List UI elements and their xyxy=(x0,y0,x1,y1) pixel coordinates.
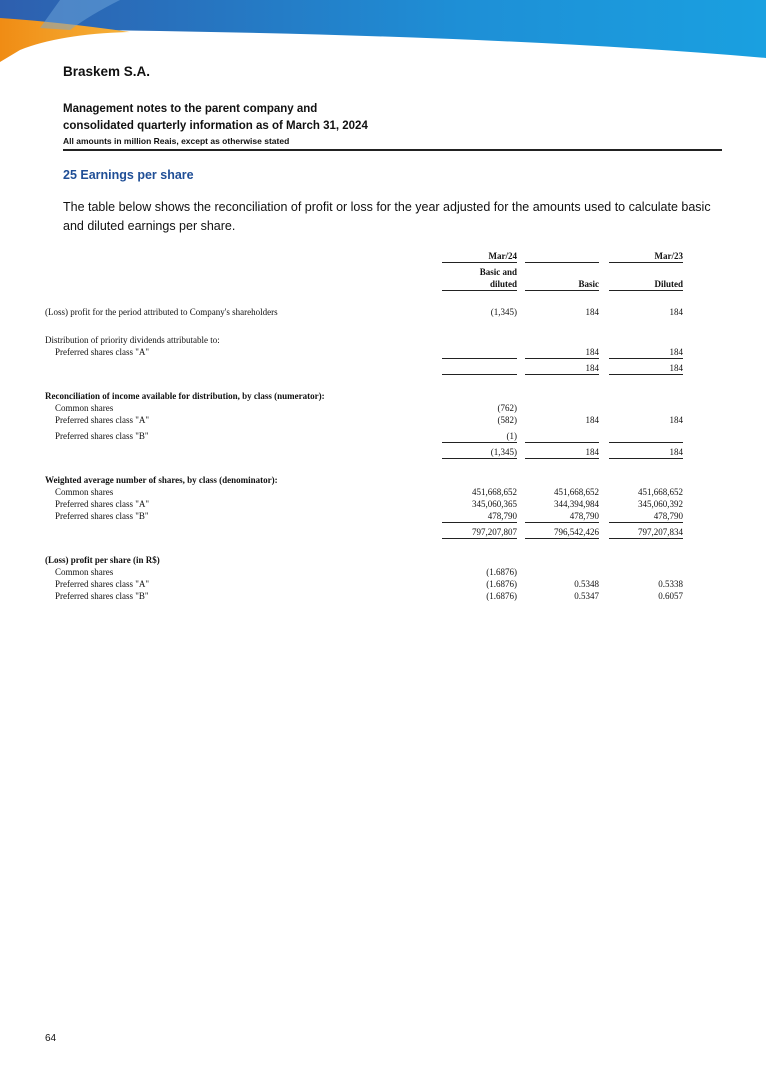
cell-value: 184 xyxy=(525,346,599,359)
cell-value: (1,345) xyxy=(442,446,517,459)
cell-value: 797,207,834 xyxy=(609,526,683,539)
column-header-row-2 xyxy=(45,278,685,290)
cell-value: 345,060,392 xyxy=(638,499,683,509)
cell-value: (1.6876) xyxy=(486,567,517,577)
company-name: Braskem S.A. xyxy=(63,64,151,79)
period-mar23-rule xyxy=(525,250,599,263)
row-label: Preferred shares class "A" xyxy=(55,579,150,589)
cell-value: 451,668,652 xyxy=(638,487,683,497)
row-label: Common shares xyxy=(55,403,114,413)
section-heading: Weighted average number of shares, by class (denominator): xyxy=(45,475,278,485)
row-label: Preferred shares class "B" xyxy=(55,431,149,441)
cell-value: (582) xyxy=(497,415,517,425)
total-row xyxy=(45,446,685,458)
cell-value: 0.5338 xyxy=(658,579,683,589)
cell-value: 184 xyxy=(525,446,599,459)
period-header-row xyxy=(45,250,685,262)
row-label: Preferred shares class "A" xyxy=(55,415,150,425)
row-label: Common shares xyxy=(55,567,114,577)
row-label: (Loss) profit for the period attributed to Company's shareholders xyxy=(45,307,278,317)
earnings-per-share-table xyxy=(45,250,685,602)
cell-value: (1.6876) xyxy=(486,591,517,601)
cell-value: (762) xyxy=(497,403,517,413)
section-heading-row xyxy=(45,474,685,486)
cell-value: (1) xyxy=(442,430,517,443)
cell-value: 344,394,984 xyxy=(554,499,599,509)
cell-value: 184 xyxy=(609,362,683,375)
row-label: Preferred shares class "B" xyxy=(55,591,149,601)
cell-value xyxy=(442,362,517,375)
section-heading: (Loss) profit per share (in R$) xyxy=(45,555,160,565)
cell-value: 0.5348 xyxy=(574,579,599,589)
cell-value: 796,542,426 xyxy=(525,526,599,539)
cell-value: 184 xyxy=(609,446,683,459)
section-title: 25 Earnings per share xyxy=(63,168,194,182)
table-row xyxy=(45,346,685,358)
cell-value: 345,060,365 xyxy=(472,499,517,509)
cell-value: 184 xyxy=(585,307,599,317)
cell-value: (1,345) xyxy=(490,307,517,317)
header-divider xyxy=(63,149,722,151)
cell-value: 451,668,652 xyxy=(554,487,599,497)
col1-header-line1: Basic and xyxy=(479,267,517,277)
header-banner xyxy=(0,0,766,70)
section-heading: Reconciliation of income available for distribution, by class (numerator): xyxy=(45,391,325,401)
cell-value: 184 xyxy=(525,362,599,375)
table-row xyxy=(45,566,685,578)
table-row xyxy=(45,402,685,414)
total-row xyxy=(45,362,685,374)
section-heading-row xyxy=(45,334,685,346)
subtitle-line-2: consolidated quarterly information as of March 31, 2024 xyxy=(63,120,368,132)
cell-value: 184 xyxy=(585,415,599,425)
subtitle-line-1: Management notes to the parent company and xyxy=(63,103,318,115)
cell-value: 451,668,652 xyxy=(472,487,517,497)
cell-value: 184 xyxy=(669,307,683,317)
table-row xyxy=(45,578,685,590)
section-heading: Distribution of priority dividends attributable to: xyxy=(45,335,220,345)
table-row xyxy=(45,486,685,498)
period-mar24: Mar/24 xyxy=(442,250,517,263)
cell-value: 478,790 xyxy=(525,510,599,523)
cell-value: 478,790 xyxy=(442,510,517,523)
period-mar23: Mar/23 xyxy=(609,250,683,263)
cell-value: 184 xyxy=(609,346,683,359)
table-row xyxy=(45,498,685,510)
document-subtitle xyxy=(63,101,368,147)
section-heading-row xyxy=(45,554,685,566)
row-label: Preferred shares class "A" xyxy=(55,347,150,357)
cell-value: (1.6876) xyxy=(486,579,517,589)
col3-header: Diluted xyxy=(609,278,683,291)
row-label: Common shares xyxy=(55,487,114,497)
cell-value: 0.5347 xyxy=(574,591,599,601)
cell-value: 797,207,807 xyxy=(442,526,517,539)
cell-value: 478,790 xyxy=(609,510,683,523)
column-header-row-1 xyxy=(45,266,685,278)
subtitle-line-3: All amounts in million Reais, except as otherwise stated xyxy=(63,136,290,146)
cell-value xyxy=(442,346,517,359)
table-row xyxy=(45,306,685,318)
col2-header: Basic xyxy=(525,278,599,291)
row-label: Preferred shares class "A" xyxy=(55,499,150,509)
page-number: 64 xyxy=(45,1033,57,1044)
cell-value xyxy=(609,430,683,443)
table-row xyxy=(45,510,685,522)
cell-value xyxy=(525,430,599,443)
cell-value: 184 xyxy=(669,415,683,425)
section-heading-row xyxy=(45,390,685,402)
total-row xyxy=(45,526,685,538)
cell-value: 0.6057 xyxy=(658,591,683,601)
col1-header-line2: diluted xyxy=(442,278,517,291)
table-row xyxy=(45,590,685,602)
section-intro: The table below shows the reconciliation of profit or loss for the year adjusted for the amounts used to calculate basic and diluted earnings per share. xyxy=(63,200,711,233)
row-label: Preferred shares class "B" xyxy=(55,511,149,521)
table-row xyxy=(45,414,685,426)
table-row xyxy=(45,430,685,442)
